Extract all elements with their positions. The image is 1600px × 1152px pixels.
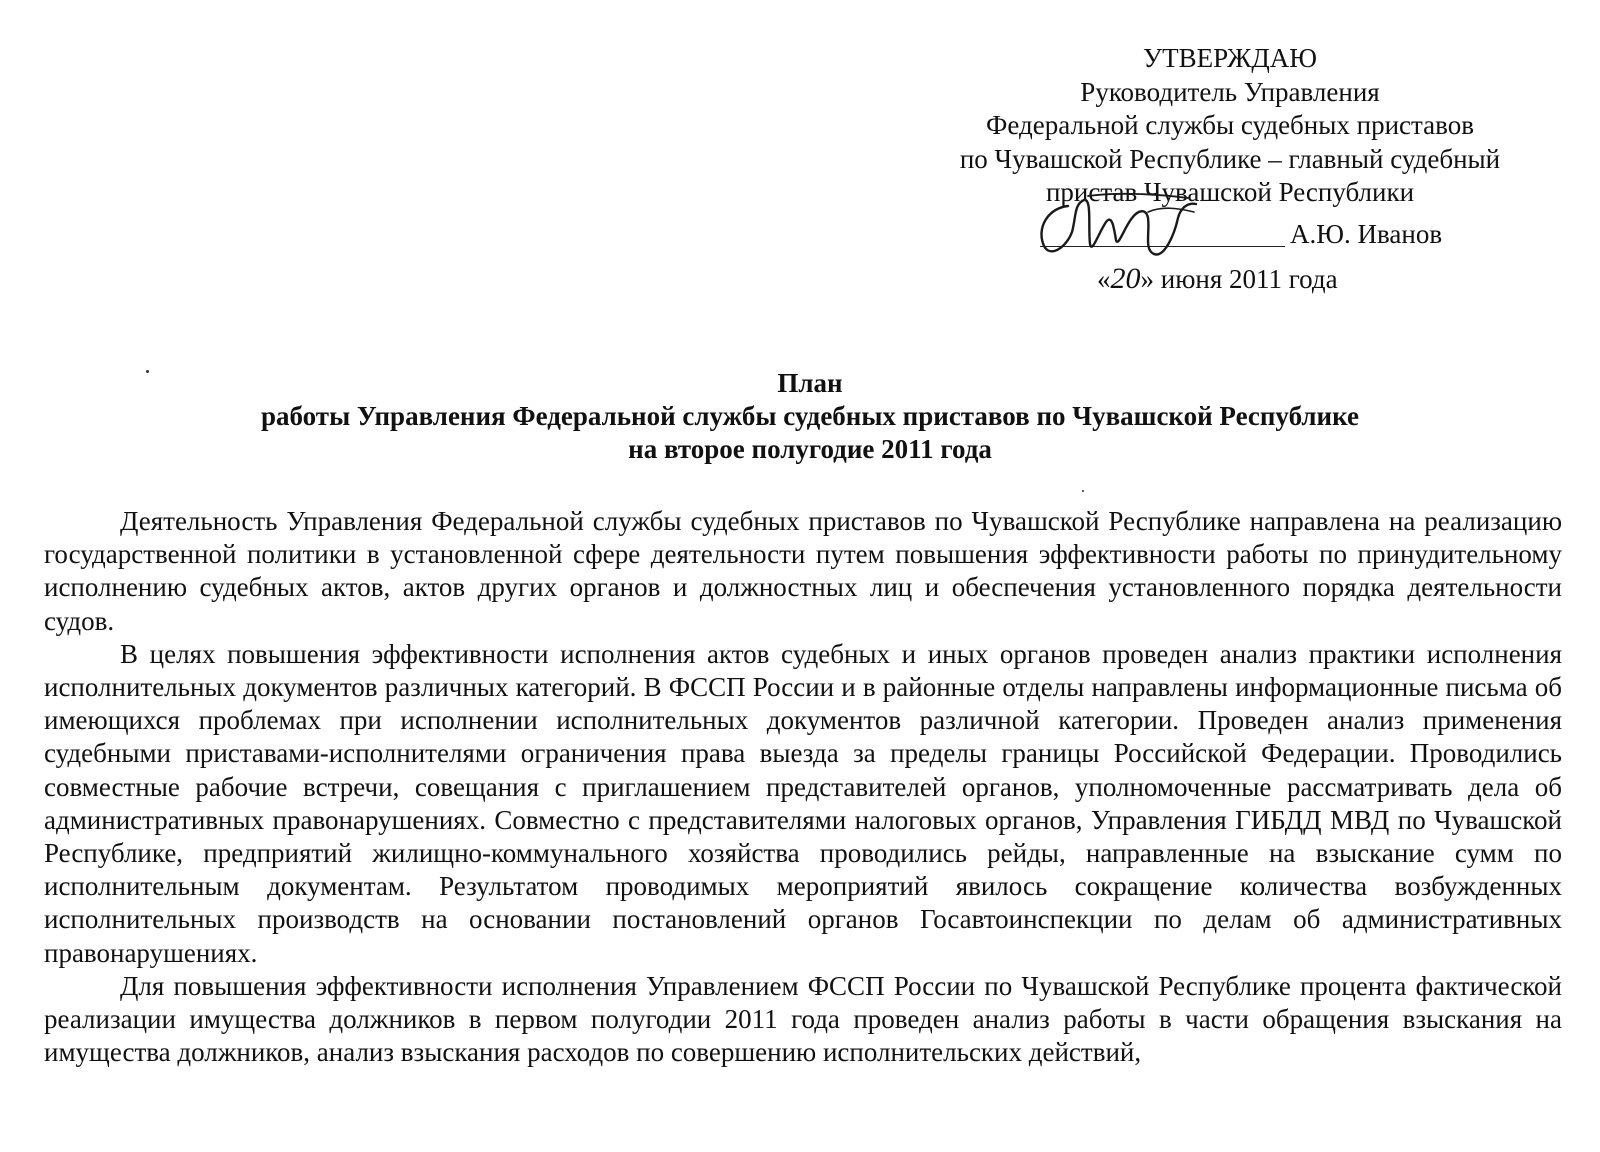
title-subject: работы Управления Федеральной службы судебных приставов по Чувашской Республике [261,401,1359,431]
title-plan: План [777,368,843,398]
scan-speck [146,370,149,373]
approval-line-republic: по Чувашской Республике – главный судебный [959,143,1501,174]
document-body [44,505,1562,1069]
paragraph-efficiency: В целях повышения эффективности исполнения актов судебных и иных органов проведен анализ практики исполнения исполнительных документов различных категорий. В ФССП России и в районные отделы направлены информационные письма об имеющихся проблемах при исполнении исполнительных документов различной категории. Проведен анализ применения судебными приставами-исполнителями ограничения права выезда за пределы границы Российской Федерации. Проводились совместные рабочие встречи, совещания с приглашением представителей органов, уполномоченные рассматривать дела об административных правонарушениях. Совместно с представителями налоговых органов, Управления ГИБДД МВД по Чувашской Республике, предприятий жилищно-коммунального хозяйства проводились рейды, направленные на взыскание сумм по исполнительным документам. Результатом проводимых мероприятий явилось сокращение количества возбужденных исполнительных производств на основании постановлений органов Госавтоинспекции по делам об административных правонарушениях. [44,638,1562,968]
paragraph-intro: Деятельность Управления Федеральной службы судебных приставов по Чувашской Республике направлена на реализацию государственной политики в установленной сфере деятельности путем повышения эффективности работы по принудительному исполнению судебных актов, актов других органов и должностных лиц и обеспечения установленного порядка деятельности судов. [44,506,1562,636]
title-period: на второе полугодие 2011 года [628,434,992,464]
date-rest: » июня 2011 года [1140,263,1338,294]
signer-name: А.Ю. Иванов [1290,218,1443,249]
approval-date [900,258,1560,298]
scan-speck [1082,490,1084,492]
date-day: 20 [1110,261,1141,295]
approval-block [900,42,1560,298]
document-title [40,367,1580,466]
approval-line-position: Руководитель Управления [1080,76,1380,107]
approval-line-service: Федеральной службы судебных приставов [986,110,1474,140]
approval-line-bailiff: пристав Чувашской Республики [1045,177,1415,207]
signature-row [900,210,1560,258]
handwritten-signature [1028,188,1238,268]
approval-heading: УТВЕРЖДАЮ [1142,43,1318,73]
paragraph-property: Для повышения эффективности исполнения Управлением ФССП России по Чувашской Республике процента фактической реализации имущества должников в первом полугодии 2011 года проведен анализ работы в части обращения взыскания на имущества должников, анализ взыскания расходов по совершению исполнительских действий, [44,970,1562,1068]
date-open-quote: « [1097,263,1111,294]
